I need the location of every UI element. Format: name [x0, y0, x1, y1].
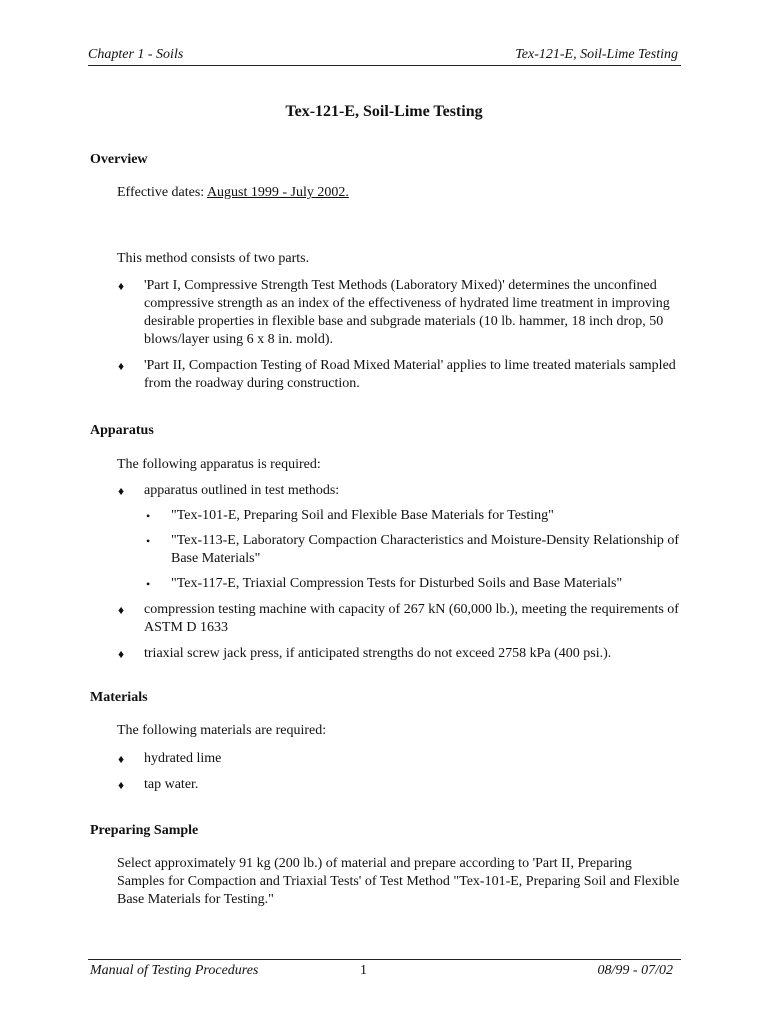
diamond-bullet-icon: ♦ — [118, 484, 125, 498]
list-item — [117, 645, 682, 663]
list-item — [117, 601, 682, 637]
list-item-text: 'Part I, Compressive Strength Test Methods (Laboratory Mixed)' determines the unconfined compressive strength as an index of the effectiveness of hydrated lime treatment in improving desirable properties in flexible base and subgrade materials (10 lb. hammer, 18 inch drop, 50 blows/layer using 6 x 8 in. mold). — [144, 278, 670, 347]
preparing-sample-heading: Preparing Sample — [90, 823, 199, 838]
effective-dates — [117, 184, 682, 202]
page-number: 1 — [360, 963, 367, 978]
header-chapter: Chapter 1 - Soils — [88, 47, 184, 62]
effective-dates-label: Effective dates: — [117, 185, 207, 200]
diamond-bullet-icon: ♦ — [118, 359, 125, 373]
sub-list-item-text: "Tex-101-E, Preparing Soil and Flexible Base Materials for Testing" — [171, 508, 554, 523]
sub-list-item — [144, 575, 682, 593]
footer-manual-title: Manual of Testing Procedures — [90, 963, 259, 978]
apparatus-intro: The following apparatus is required: — [117, 457, 321, 472]
sub-list-item — [144, 507, 682, 525]
preparing-sample-text: Select approximately 91 kg (200 lb.) of material and prepare according to 'Part II, Preparing Samples for Compaction and Triaxial Tests' of Test Method "Tex-101-E, Preparing Soil and Flexible Base Materials for Testing." — [117, 856, 680, 907]
list-item — [117, 750, 682, 768]
materials-list — [117, 750, 682, 802]
diamond-bullet-icon: ♦ — [118, 603, 125, 617]
sub-list-item-text: "Tex-117-E, Triaxial Compression Tests for Disturbed Soils and Base Materials" — [171, 576, 623, 591]
document-title: Tex-121-E, Soil-Lime Testing — [285, 103, 483, 120]
list-item-text: hydrated lime — [144, 751, 222, 766]
overview-list — [117, 277, 682, 401]
materials-heading: Materials — [90, 690, 148, 705]
running-footer — [88, 959, 681, 978]
footer-dates: 08/99 - 07/02 — [597, 963, 673, 978]
list-item — [117, 277, 682, 349]
round-bullet-icon: • — [146, 509, 151, 523]
list-item — [117, 482, 682, 593]
running-header — [88, 46, 681, 66]
round-bullet-icon: • — [146, 577, 151, 591]
overview-intro: This method consists of two parts. — [117, 251, 310, 266]
apparatus-heading: Apparatus — [90, 423, 154, 438]
materials-intro: The following materials are required: — [117, 723, 327, 738]
sub-list-item-text: "Tex-113-E, Laboratory Compaction Characteristics and Moisture-Density Relationship of Base Materials" — [171, 533, 680, 566]
diamond-bullet-icon: ♦ — [118, 778, 125, 792]
effective-dates-link[interactable]: August 1999 - July 2002. — [206, 185, 349, 200]
list-item-text: apparatus outlined in test methods: — [144, 483, 340, 498]
round-bullet-icon: • — [146, 534, 151, 548]
diamond-bullet-icon: ♦ — [118, 647, 125, 661]
list-item — [117, 357, 682, 393]
list-item-text: compression testing machine with capacity of 267 kN (60,000 lb.), meeting the requirements of ASTM D 1633 — [144, 602, 679, 635]
list-item-text: triaxial screw jack press, if anticipated strengths do not exceed 2758 kPa (400 psi.). — [144, 646, 612, 661]
header-doc-title: Tex-121-E, Soil-Lime Testing — [515, 47, 678, 62]
list-item — [117, 776, 682, 794]
list-item-text: tap water. — [144, 777, 199, 792]
sub-list-item — [144, 532, 682, 568]
diamond-bullet-icon: ♦ — [118, 752, 125, 766]
test-methods-list — [144, 507, 682, 593]
list-item-text: 'Part II, Compaction Testing of Road Mixed Material' applies to lime treated materials sampled from the roadway during construction. — [144, 358, 676, 391]
overview-heading: Overview — [90, 152, 148, 167]
diamond-bullet-icon: ♦ — [118, 279, 125, 293]
apparatus-list — [117, 482, 682, 671]
